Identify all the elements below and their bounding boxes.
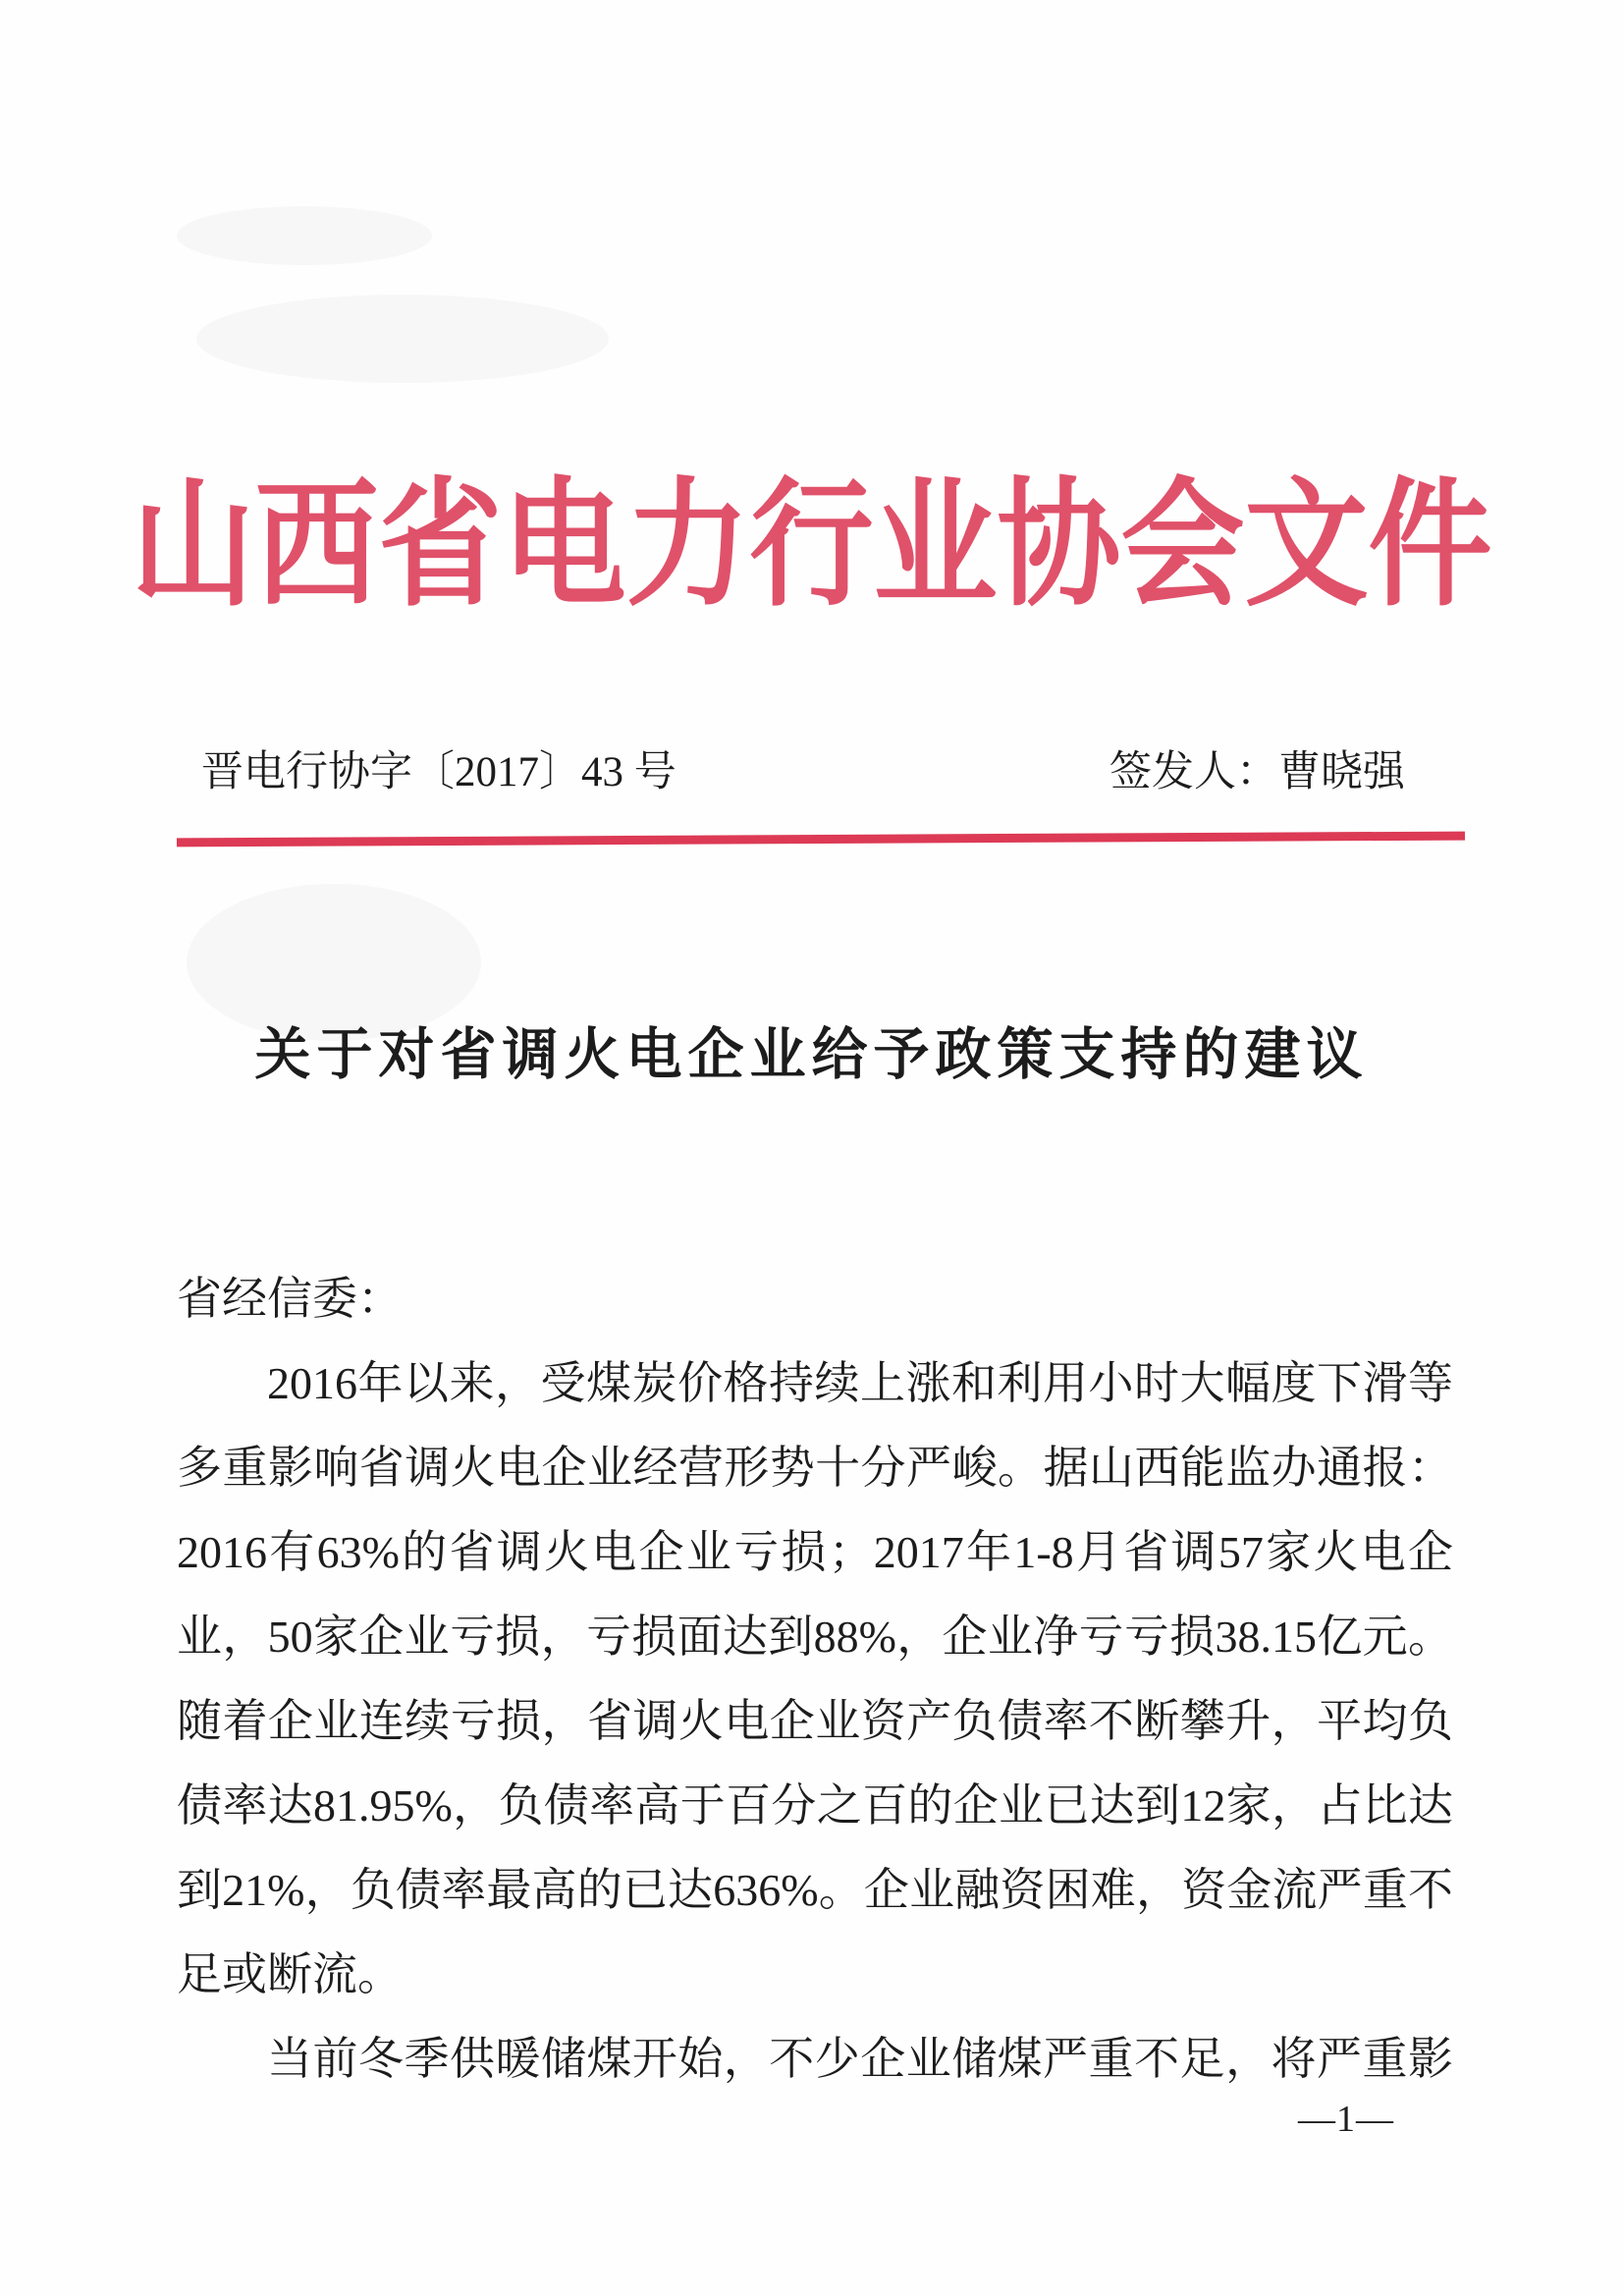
salutation: 省经信委： xyxy=(177,1274,403,1324)
doc-number: 晋电行协字〔2017〕43 号 xyxy=(201,749,676,795)
scan-smudge xyxy=(196,295,609,383)
red-divider-rule xyxy=(177,832,1465,847)
docnum-row xyxy=(201,738,1405,798)
letterhead-title: 山西省电力行业协会文件 xyxy=(131,469,1492,624)
body-line: 到21%，负债率最高的已达636%。企业融资困难，资金流严重不 xyxy=(177,1865,1453,1915)
body-line: 业，50家企业亏损，亏损面达到88%，企业净亏亏损38.15亿元。 xyxy=(177,1612,1453,1662)
body-line: 多重影响省调火电企业经营形势十分严峻。据山西能监办通报： xyxy=(177,1443,1453,1493)
document-body xyxy=(177,1257,1453,2102)
page-number: —1— xyxy=(1298,2099,1394,2140)
body-line: 2016有63%的省调火电企业亏损；2017年1-8月省调57家火电企 xyxy=(177,1527,1453,1577)
body-line: 随着企业连续亏损，省调火电企业资产负债率不断攀升，平均负 xyxy=(177,1696,1453,1746)
body-line: 当前冬季供暖储煤开始，不少企业储煤严重不足，将严重影 xyxy=(267,2034,1453,2084)
body-line: 2016年以来，受煤炭价格持续上涨和利用小时大幅度下滑等 xyxy=(267,1358,1453,1408)
document-title: 关于对省调火电企业给予政策支持的建议 xyxy=(254,1024,1369,1086)
signer-label: 签发人：曹晓强 xyxy=(1109,749,1405,795)
body-line: 足或断流。 xyxy=(177,1949,403,1999)
body-lines xyxy=(177,1341,1453,2102)
scan-smudge xyxy=(177,206,432,265)
body-line: 债率达81.95%，负债率高于百分之百的企业已达到12家，占比达 xyxy=(177,1780,1453,1831)
